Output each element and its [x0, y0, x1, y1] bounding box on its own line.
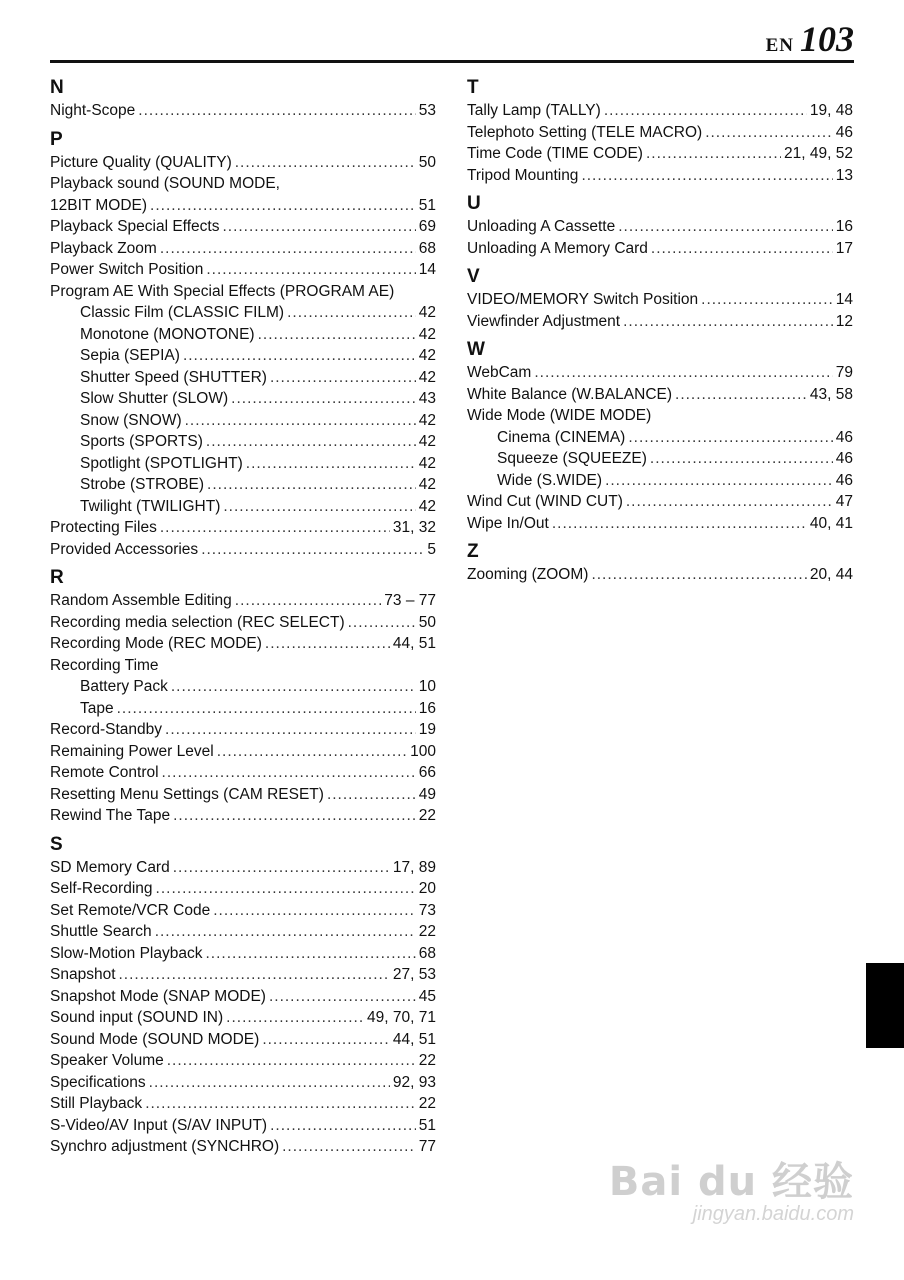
index-section-z: [467, 540, 853, 586]
entry-label: Shuttle Search: [50, 923, 152, 940]
dot-leader: [149, 1072, 390, 1094]
entry-page: 27, 53: [392, 966, 436, 983]
entry-label: Wide Mode (WIDE MODE): [467, 407, 652, 424]
entry-label: Recording Time: [50, 656, 159, 674]
index-entry: [467, 384, 853, 406]
entry-label: S-Video/AV Input (S/AV INPUT): [50, 1116, 268, 1134]
index-entry: [50, 878, 436, 900]
entry-page: 42: [418, 454, 436, 472]
index-section-u: [467, 192, 853, 259]
entry-page: 42: [418, 325, 436, 343]
entry-page: 12: [835, 312, 853, 330]
entry-page: 49, 70, 71: [367, 1009, 436, 1026]
entry-page: 73: [418, 901, 436, 919]
dot-leader: [626, 491, 833, 513]
entry-page: 19: [418, 721, 436, 738]
index-entry: [50, 281, 436, 303]
index-entry: [50, 590, 436, 612]
section-tab-marker: [866, 963, 904, 1048]
entry-page: 68: [418, 944, 436, 962]
index-section-p: [50, 128, 436, 561]
entry-page: 53: [418, 102, 436, 119]
entry-label: Self-Recording: [50, 880, 153, 897]
entry-page: 42: [418, 497, 436, 515]
index-entry: [50, 1007, 436, 1029]
entry-label: Wind Cut (WIND CUT): [467, 493, 623, 510]
index-subentry: [50, 453, 436, 475]
section-letter: S: [50, 833, 63, 855]
entry-label: Snapshot Mode (SNAP MODE): [50, 987, 266, 1005]
index-subentry: [467, 448, 853, 470]
entry-page: 49: [418, 785, 436, 803]
index-subentry: [50, 431, 436, 453]
page-number: 103: [800, 19, 854, 59]
dot-leader: [258, 324, 416, 346]
index-subentry: [50, 496, 436, 518]
watermark: [609, 1150, 854, 1226]
entry-page: 16: [835, 218, 853, 235]
dot-leader: [201, 539, 424, 561]
entry-page: 44, 51: [392, 1030, 436, 1048]
index-subentry: [50, 388, 436, 410]
dot-leader: [246, 453, 416, 475]
index-section-v: [467, 265, 853, 332]
index-entry: [50, 259, 436, 281]
index-entry: [467, 564, 853, 586]
index-column-right: [467, 76, 853, 586]
entry-page: 42: [418, 433, 436, 450]
entry-page: 51: [418, 196, 436, 214]
dot-leader: [282, 1136, 416, 1158]
entry-label: Recording media selection (REC SELECT): [50, 613, 345, 631]
index-entry: [50, 964, 436, 986]
dot-leader: [623, 311, 833, 333]
entry-page: 69: [418, 218, 436, 235]
section-letter: V: [467, 266, 480, 287]
dot-leader: [327, 784, 416, 806]
entry-label: Recording Mode (REC MODE): [50, 635, 262, 652]
index-entry: [50, 1093, 436, 1115]
entry-label: Provided Accessories: [50, 540, 199, 558]
entry-page: 100: [410, 742, 436, 760]
dot-leader: [534, 362, 832, 384]
section-letter: W: [467, 339, 485, 360]
index-section-n: [50, 76, 436, 122]
entry-page: 40, 41: [809, 514, 853, 532]
dot-leader: [262, 1029, 390, 1051]
entry-label: Playback Zoom: [50, 239, 157, 257]
dot-leader: [651, 238, 833, 260]
dot-leader: [270, 367, 416, 389]
entry-page: 43, 58: [809, 385, 853, 403]
entry-page: 42: [418, 368, 436, 386]
section-letter: P: [50, 128, 63, 150]
dot-leader: [581, 165, 832, 187]
entry-page: 22: [418, 1095, 436, 1112]
entry-page: 22: [418, 1052, 436, 1069]
index-entry: [50, 986, 436, 1008]
entry-page: 47: [835, 493, 853, 510]
section-letter: T: [467, 77, 479, 98]
entry-label: Random Assemble Editing: [50, 592, 232, 609]
section-letter: N: [50, 77, 64, 98]
entry-page: 14: [835, 291, 853, 308]
index-entry: [50, 655, 436, 677]
entry-label: Specifications: [50, 1073, 146, 1091]
dot-leader: [270, 1115, 416, 1137]
entry-label: Program AE With Special Effects (PROGRAM AE): [50, 282, 395, 300]
entry-label: Tape: [80, 699, 114, 717]
entry-page: 22: [418, 807, 436, 824]
index-section-w: [467, 338, 853, 534]
entry-label: Protecting Files: [50, 519, 157, 536]
entry-page: 45: [418, 987, 436, 1005]
entry-label: Power Switch Position: [50, 261, 204, 278]
entry-page: 42: [418, 347, 436, 364]
entry-label: Playback Special Effects: [50, 218, 220, 235]
index-entry: [467, 143, 853, 165]
dot-leader: [701, 289, 833, 311]
dot-leader: [222, 216, 415, 238]
entry-page: 51: [418, 1116, 436, 1134]
watermark-logo: Bai du 经验: [608, 1159, 854, 1205]
dot-leader: [705, 122, 833, 144]
index-entry: [467, 216, 853, 238]
entry-label: Unloading A Memory Card: [467, 239, 648, 257]
entry-page: 92, 93: [392, 1073, 436, 1091]
entry-label: Picture Quality (QUALITY): [50, 153, 232, 171]
entry-page: 43: [418, 390, 436, 407]
dot-leader: [156, 878, 416, 900]
index-subentry: [50, 676, 436, 698]
entry-label: Sepia (SEPIA): [80, 347, 180, 364]
entry-label: Rewind The Tape: [50, 807, 171, 824]
entry-label: 12BIT MODE): [50, 196, 148, 214]
index-entry: [50, 900, 436, 922]
dot-leader: [117, 698, 416, 720]
index-subentry: [50, 302, 436, 324]
dot-leader: [171, 676, 416, 698]
entry-label: Tripod Mounting: [467, 166, 579, 184]
entry-label: Twilight (TWILIGHT): [80, 497, 221, 515]
index-subentry: [50, 345, 436, 367]
entry-page: 50: [418, 153, 436, 171]
entry-label: Remote Control: [50, 764, 159, 781]
entry-page: 46: [835, 428, 853, 446]
index-entry: [50, 921, 436, 943]
index-entry: [50, 612, 436, 634]
entry-page: 46: [835, 123, 853, 141]
index-entry: [467, 405, 853, 427]
dot-leader: [206, 431, 416, 453]
dot-leader: [155, 921, 416, 943]
index-entry: [50, 238, 436, 260]
section-letter: R: [50, 567, 64, 588]
index-entry: [50, 1072, 436, 1094]
section-letter: U: [467, 193, 481, 214]
dot-leader: [628, 427, 832, 449]
dot-leader: [165, 719, 416, 741]
dot-leader: [145, 1093, 416, 1115]
dot-leader: [162, 762, 416, 784]
index-entry: [467, 165, 853, 187]
entry-page: 44, 51: [392, 635, 436, 652]
entry-label: Monotone (MONOTONE): [80, 325, 255, 343]
index-subentry: [467, 427, 853, 449]
index-section-t: [467, 76, 853, 186]
entry-label: Remaining Power Level: [50, 742, 214, 760]
entry-label: Spotlight (SPOTLIGHT): [80, 454, 243, 472]
entry-label: Snapshot: [50, 966, 116, 983]
index-entry: [50, 762, 436, 784]
index-entry: [50, 1136, 436, 1158]
entry-page: 16: [418, 699, 436, 717]
dot-leader: [287, 302, 416, 324]
entry-label: Set Remote/VCR Code: [50, 901, 211, 919]
index-subentry: [467, 470, 853, 492]
entry-label: Tally Lamp (TALLY): [467, 102, 601, 119]
page-header: [766, 18, 854, 60]
dot-leader: [591, 564, 806, 586]
entry-label: WebCam: [467, 364, 532, 381]
entry-page: 5: [427, 540, 436, 558]
dot-leader: [185, 410, 416, 432]
index-entry: [50, 517, 436, 539]
entry-label: VIDEO/MEMORY Switch Position: [467, 291, 699, 308]
entry-page: 13: [835, 166, 853, 184]
entry-label: Snow (SNOW): [80, 411, 182, 429]
dot-leader: [205, 943, 415, 965]
dot-leader: [646, 143, 781, 165]
entry-page: 42: [418, 476, 436, 493]
dot-leader: [160, 238, 416, 260]
entry-label: Sports (SPORTS): [80, 433, 203, 450]
dot-leader: [217, 741, 407, 763]
entry-label: Wide (S.WIDE): [497, 471, 603, 489]
dot-leader: [618, 216, 833, 238]
index-entry: [50, 857, 436, 879]
index-entry: [467, 122, 853, 144]
entry-label: Cinema (CINEMA): [497, 428, 626, 446]
dot-leader: [160, 517, 390, 539]
dot-leader: [183, 345, 416, 367]
index-subentry: [50, 410, 436, 432]
index-subentry: [50, 698, 436, 720]
entry-label: Speaker Volume: [50, 1052, 164, 1069]
entry-page: 31, 32: [392, 519, 436, 536]
index-entry: [50, 100, 436, 122]
dot-leader: [348, 612, 416, 634]
entry-page: 46: [835, 450, 853, 467]
entry-label: SD Memory Card: [50, 858, 170, 876]
entry-label: Night-Scope: [50, 102, 136, 119]
entry-label: Resetting Menu Settings (CAM RESET): [50, 785, 324, 803]
index-entry: [50, 152, 436, 174]
index-entry: [50, 633, 436, 655]
index-entry: [50, 195, 436, 217]
index-entry: [50, 216, 436, 238]
entry-page: 17: [835, 239, 853, 257]
dot-leader: [207, 474, 416, 496]
index-entry: [50, 1050, 436, 1072]
dot-leader: [226, 1007, 364, 1029]
entry-label: Sound Mode (SOUND MODE): [50, 1030, 260, 1048]
index-entry: [467, 311, 853, 333]
dot-leader: [552, 513, 807, 535]
index-column-left: [50, 76, 436, 1158]
section-letter: Z: [467, 541, 479, 562]
dot-leader: [605, 470, 833, 492]
index-subentry: [50, 367, 436, 389]
entry-page: 21, 49, 52: [784, 145, 853, 162]
index-section-r: [50, 566, 436, 827]
dot-leader: [235, 152, 416, 174]
entry-page: 73 – 77: [384, 592, 436, 609]
entry-label: Zooming (ZOOM): [467, 566, 589, 583]
entry-page: 14: [418, 261, 436, 278]
entry-page: 77: [418, 1138, 436, 1155]
index-entry: [50, 943, 436, 965]
entry-label: Time Code (TIME CODE): [467, 145, 643, 162]
entry-label: Sound input (SOUND IN): [50, 1009, 224, 1026]
entry-page: 46: [835, 471, 853, 489]
index-entry: [50, 1029, 436, 1051]
index-entry: [50, 741, 436, 763]
entry-label: Squeeze (SQUEEZE): [497, 450, 647, 467]
entry-label: Record-Standby: [50, 721, 163, 738]
entry-label: Playback sound (SOUND MODE,: [50, 175, 280, 192]
entry-page: 68: [418, 239, 436, 257]
dot-leader: [213, 900, 416, 922]
index-entry: [467, 100, 853, 122]
dot-leader: [150, 195, 416, 217]
index-entry: [467, 491, 853, 513]
entry-page: 10: [418, 678, 436, 695]
language-label: EN: [765, 35, 794, 56]
dot-leader: [138, 100, 415, 122]
dot-leader: [650, 448, 833, 470]
dot-leader: [206, 259, 415, 281]
entry-page: 42: [418, 304, 436, 321]
dot-leader: [223, 496, 415, 518]
entry-label: Classic Film (CLASSIC FILM): [80, 304, 285, 321]
dot-leader: [173, 805, 416, 827]
entry-label: Battery Pack: [80, 678, 168, 695]
entry-label: White Balance (W.BALANCE): [467, 385, 673, 403]
dot-leader: [604, 100, 807, 122]
entry-label: Unloading A Cassette: [467, 218, 616, 235]
entry-page: 20, 44: [809, 566, 853, 583]
entry-label: Shutter Speed (SHUTTER): [80, 368, 267, 386]
index-subentry: [50, 474, 436, 496]
dot-leader: [235, 590, 381, 612]
index-entry: [50, 539, 436, 561]
entry-page: 22: [418, 923, 436, 940]
entry-page: 42: [418, 411, 436, 429]
entry-page: 20: [418, 880, 436, 897]
entry-page: 19, 48: [809, 102, 853, 119]
entry-page: 17, 89: [392, 858, 436, 876]
entry-page: 79: [835, 364, 853, 381]
index-entry: [50, 719, 436, 741]
entry-label: Slow-Motion Playback: [50, 944, 203, 962]
index-entry: [50, 173, 436, 195]
index-section-s: [50, 833, 436, 1158]
entry-label: Telephoto Setting (TELE MACRO): [467, 123, 703, 141]
dot-leader: [231, 388, 416, 410]
index-subentry: [50, 324, 436, 346]
index-entry: [467, 513, 853, 535]
index-entry: [467, 238, 853, 260]
dot-leader: [675, 384, 807, 406]
entry-label: Wipe In/Out: [467, 514, 549, 532]
dot-leader: [173, 857, 390, 879]
dot-leader: [167, 1050, 416, 1072]
watermark-url: jingyan.baidu.com: [692, 1203, 854, 1225]
entry-label: Synchro adjustment (SYNCHRO): [50, 1138, 280, 1155]
entry-label: Slow Shutter (SLOW): [80, 390, 229, 407]
index-entry: [467, 289, 853, 311]
index-entry: [50, 1115, 436, 1137]
entry-label: Viewfinder Adjustment: [467, 312, 621, 330]
header-rule: [50, 60, 854, 63]
entry-label: Strobe (STROBE): [80, 476, 205, 493]
entry-label: Still Playback: [50, 1095, 143, 1112]
dot-leader: [269, 986, 416, 1008]
index-entry: [50, 805, 436, 827]
dot-leader: [119, 964, 390, 986]
dot-leader: [265, 633, 390, 655]
entry-page: 66: [418, 764, 436, 781]
entry-page: 50: [418, 613, 436, 631]
index-entry: [50, 784, 436, 806]
index-entry: [467, 362, 853, 384]
